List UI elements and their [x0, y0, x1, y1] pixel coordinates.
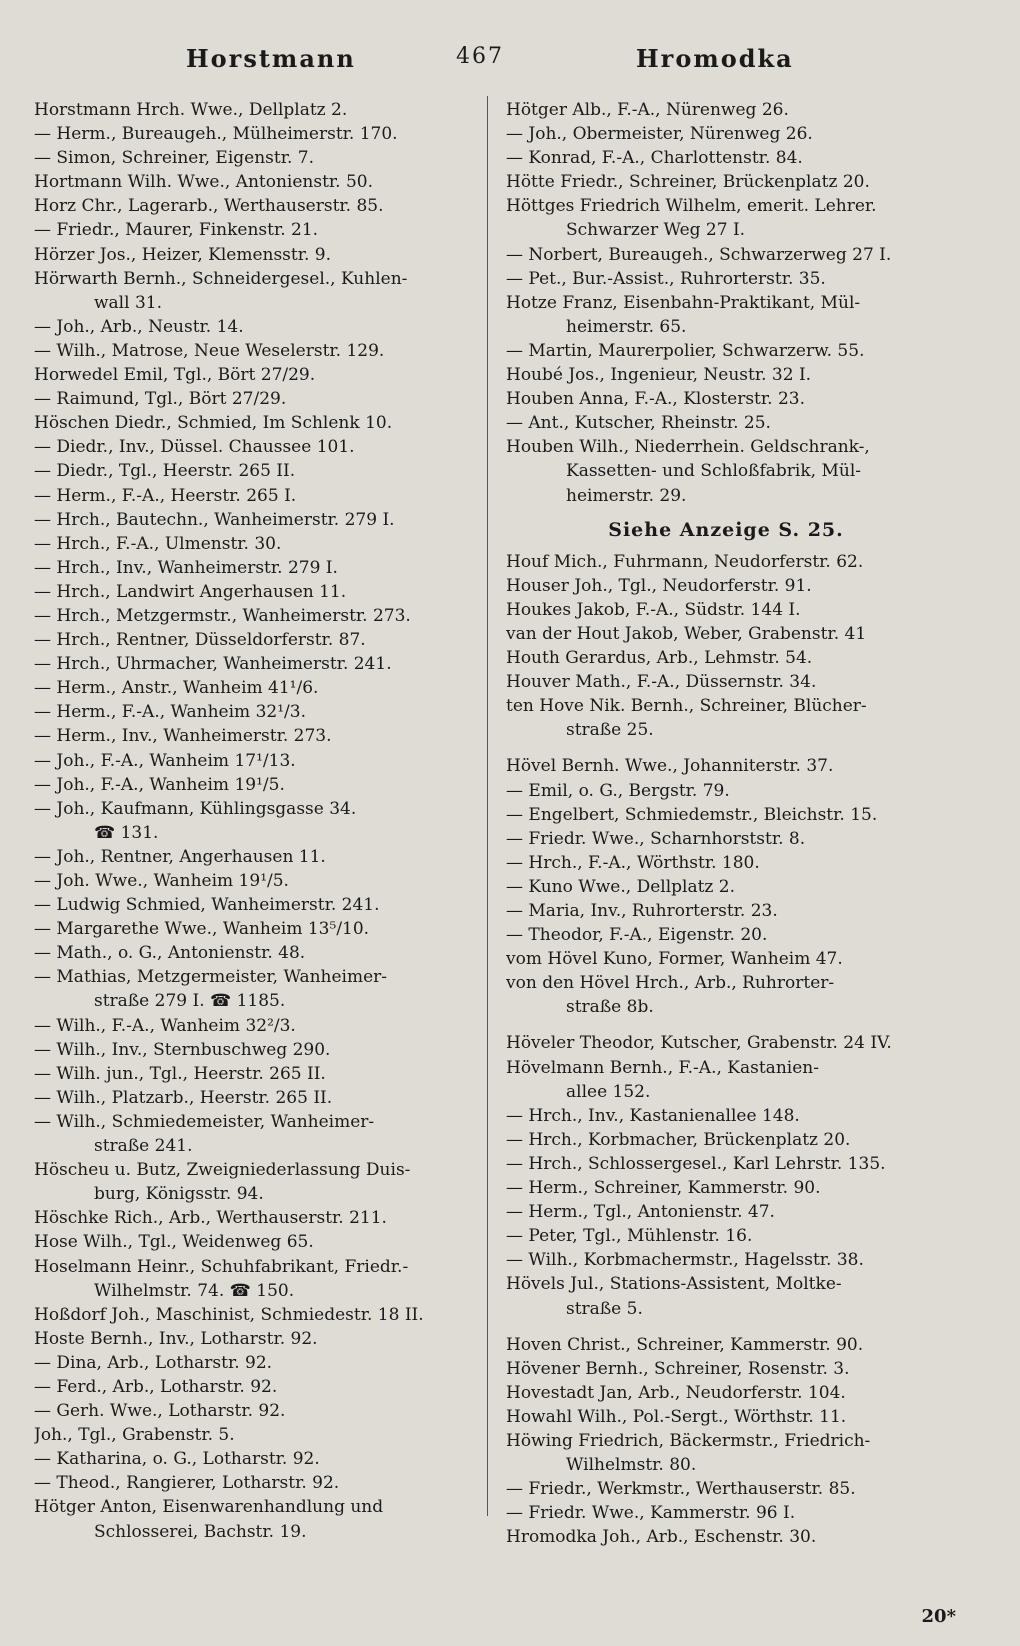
- directory-entry: Houser Joh., Tgl., Neudorferstr. 91.: [506, 575, 812, 596]
- entry-continuation: Schlosserei, Bachstr. 19.: [94, 1521, 307, 1542]
- directory-entry: — Wilh., Korbmachermstr., Hagelsstr. 38.: [506, 1250, 864, 1271]
- page-header: [36, 44, 984, 84]
- directory-entry: Hortmann Wilh. Wwe., Antonienstr. 50.: [34, 172, 374, 193]
- directory-entry: — Hrch., Inv., Wanheimerstr. 279 I.: [34, 557, 338, 578]
- directory-entry: Höttges Friedrich Wilhelm, emerit. Lehrer.: [506, 196, 877, 217]
- directory-entry: — Diedr., Tgl., Heerstr. 265 II.: [34, 461, 296, 482]
- directory-entry: Houkes Jakob, F.-A., Südstr. 144 I.: [506, 599, 801, 620]
- entry-gap: [506, 742, 946, 754]
- directory-entry: — Joh., Rentner, Angerhausen 11.: [34, 846, 326, 867]
- directory-entry: — Norbert, Bureaugeh., Schwarzerweg 27 I.: [506, 244, 892, 265]
- directory-entry: Höschke Rich., Arb., Werthauserstr. 211.: [34, 1208, 387, 1229]
- directory-entry: Hose Wilh., Tgl., Weidenweg 65.: [34, 1232, 314, 1253]
- directory-entry: Houth Gerardus, Arb., Lehmstr. 54.: [506, 648, 813, 669]
- directory-entry: Hötger Anton, Eisenwarenhandlung und: [34, 1497, 384, 1518]
- directory-entry: — Hrch., Metzgermstr., Wanheimerstr. 273.: [34, 605, 411, 626]
- directory-entry: Horz Chr., Lagerarb., Werthauserstr. 85.: [34, 196, 384, 217]
- entry-continuation: straße 279 I. ☎ 1185.: [94, 991, 286, 1012]
- directory-entry: — Friedr. Wwe., Kammerstr. 96 I.: [506, 1503, 796, 1524]
- directory-entry: Howahl Wilh., Pol.-Sergt., Wörthstr. 11.: [506, 1406, 847, 1427]
- directory-entry: — Simon, Schreiner, Eigenstr. 7.: [34, 148, 314, 169]
- directory-entry: — Herm., Anstr., Wanheim 41¹/6.: [34, 678, 319, 699]
- entry-continuation: straße 241.: [94, 1136, 193, 1157]
- entry-continuation: heimerstr. 65.: [566, 316, 687, 337]
- header-right-keyword: Hromodka: [636, 44, 794, 73]
- directory-entry: — Peter, Tgl., Mühlenstr. 16.: [506, 1226, 753, 1247]
- right-column: [506, 98, 946, 1549]
- directory-entry: — Engelbert, Schmiedemstr., Bleichstr. 15.: [506, 804, 878, 825]
- directory-entry: — Wilh., Inv., Sternbuschweg 290.: [34, 1039, 331, 1060]
- directory-entry: — Pet., Bur.-Assist., Ruhrorterstr. 35.: [506, 268, 826, 289]
- directory-entry: Houbé Jos., Ingenieur, Neustr. 32 I.: [506, 365, 812, 386]
- directory-entry: — Martin, Maurerpolier, Schwarzerw. 55.: [506, 340, 865, 361]
- directory-entry: — Diedr., Inv., Düssel. Chaussee 101.: [34, 437, 355, 458]
- directory-entry: Hövel Bernh. Wwe., Johanniterstr. 37.: [506, 756, 834, 777]
- entry-gap: [506, 1321, 946, 1333]
- directory-entry: Höscheu u. Butz, Zweigniederlassung Duis-: [34, 1160, 411, 1181]
- directory-entry: — Hrch., Rentner, Düsseldorferstr. 87.: [34, 630, 366, 651]
- directory-entry: Hövelmann Bernh., F.-A., Kastanien-: [506, 1057, 819, 1078]
- directory-entry: — Katharina, o. G., Lotharstr. 92.: [34, 1449, 320, 1470]
- advertisement-notice: Siehe Anzeige S. 25.: [608, 518, 844, 541]
- directory-entry: — Herm., F.-A., Wanheim 32¹/3.: [34, 702, 306, 723]
- directory-entry: Joh., Tgl., Grabenstr. 5.: [34, 1425, 235, 1446]
- directory-entry: — Dina, Arb., Lotharstr. 92.: [34, 1352, 273, 1373]
- entry-continuation: Kassetten- und Schloßfabrik, Mül-: [566, 461, 862, 482]
- directory-entry: Hörzer Jos., Heizer, Klemensstr. 9.: [34, 244, 332, 265]
- directory-entry: Hoselmann Heinr., Schuhfabrikant, Friedr.-: [34, 1256, 409, 1277]
- directory-entry: — Herm., Bureaugeh., Mülheimerstr. 170.: [34, 124, 398, 145]
- entry-continuation: allee 152.: [566, 1081, 651, 1102]
- entry-gap: [506, 1019, 946, 1031]
- header-left-keyword: Horstmann: [186, 44, 356, 73]
- directory-entry: — Hrch., Inv., Kastanienallee 148.: [506, 1105, 800, 1126]
- directory-entry: Hovestadt Jan, Arb., Neudorferstr. 104.: [506, 1382, 846, 1403]
- directory-entry: — Theodor, F.-A., Eigenstr. 20.: [506, 925, 768, 946]
- entry-continuation: straße 25.: [566, 720, 654, 741]
- directory-entry: — Friedr. Wwe., Scharnhorststr. 8.: [506, 828, 806, 849]
- directory-entry: Houf Mich., Fuhrmann, Neudorferstr. 62.: [506, 551, 864, 572]
- directory-entry: — Herm., Tgl., Antonienstr. 47.: [506, 1202, 775, 1223]
- directory-entry: — Kuno Wwe., Dellplatz 2.: [506, 876, 735, 897]
- directory-entry: — Konrad, F.-A., Charlottenstr. 84.: [506, 148, 803, 169]
- directory-entry: Houver Math., F.-A., Düssernstr. 34.: [506, 672, 817, 693]
- directory-entry: — Joh., Obermeister, Nürenweg 26.: [506, 124, 813, 145]
- signature-mark: 20*: [921, 1606, 956, 1627]
- directory-entry: — Hrch., Bautechn., Wanheimerstr. 279 I.: [34, 509, 395, 530]
- directory-entry: Hoven Christ., Schreiner, Kammerstr. 90.: [506, 1334, 864, 1355]
- directory-entry: Hötte Friedr., Schreiner, Brückenplatz 20.: [506, 172, 870, 193]
- directory-entry: — Wilh., Matrose, Neue Weselerstr. 129.: [34, 340, 385, 361]
- directory-entry: — Raimund, Tgl., Bört 27/29.: [34, 389, 287, 410]
- directory-entry: — Joh., F.-A., Wanheim 19¹/5.: [34, 774, 285, 795]
- directory-entry: — Herm., Schreiner, Kammerstr. 90.: [506, 1178, 821, 1199]
- directory-entry: — Wilh., F.-A., Wanheim 32²/3.: [34, 1015, 296, 1036]
- directory-entry: — Gerh. Wwe., Lotharstr. 92.: [34, 1401, 286, 1422]
- directory-entry: — Ferd., Arb., Lotharstr. 92.: [34, 1376, 278, 1397]
- directory-entry: Horstmann Hrch. Wwe., Dellplatz 2.: [34, 100, 348, 120]
- directory-entry: — Joh., F.-A., Wanheim 17¹/13.: [34, 750, 296, 771]
- directory-entry: vom Hövel Kuno, Former, Wanheim 47.: [506, 949, 843, 970]
- directory-entry: Hoste Bernh., Inv., Lotharstr. 92.: [34, 1328, 318, 1349]
- entry-continuation: Wilhelmstr. 80.: [566, 1455, 697, 1476]
- directory-entry: Höschen Diedr., Schmied, Im Schlenk 10.: [34, 413, 393, 434]
- page-number: 467: [456, 44, 504, 69]
- directory-entry: — Hrch., Schlossergesel., Karl Lehrstr. 135.: [506, 1153, 886, 1174]
- directory-entry: Hörwarth Bernh., Schneidergesel., Kuhlen-: [34, 268, 408, 289]
- directory-entry: — Hrch., Uhrmacher, Wanheimerstr. 241.: [34, 654, 392, 675]
- directory-entry: — Math., o. G., Antonienstr. 48.: [34, 943, 306, 964]
- directory-entry: — Joh., Arb., Neustr. 14.: [34, 316, 244, 337]
- directory-entry: Houben Wilh., Niederrhein. Geldschrank-,: [506, 437, 870, 458]
- entry-continuation: straße 8b.: [566, 997, 654, 1018]
- directory-entry: — Hrch., F.-A., Ulmenstr. 30.: [34, 533, 282, 554]
- directory-entry: — Wilh., Schmiedemeister, Wanheimer-: [34, 1111, 375, 1132]
- entry-continuation: wall 31.: [94, 292, 162, 313]
- directory-entry: — Ludwig Schmied, Wanheimerstr. 241.: [34, 895, 380, 916]
- directory-entry: — Joh., Kaufmann, Kühlingsgasse 34.: [34, 798, 357, 819]
- directory-entry: Höveler Theodor, Kutscher, Grabenstr. 24 IV.: [506, 1033, 892, 1054]
- directory-entry: — Wilh. jun., Tgl., Heerstr. 265 II.: [34, 1063, 326, 1084]
- directory-entry: Hotze Franz, Eisenbahn-Praktikant, Mül-: [506, 292, 861, 313]
- directory-entry: — Hrch., F.-A., Wörthstr. 180.: [506, 852, 760, 873]
- directory-entry: — Joh. Wwe., Wanheim 19¹/5.: [34, 871, 289, 891]
- directory-entry: — Herm., F.-A., Heerstr. 265 I.: [34, 485, 297, 506]
- directory-entry: — Friedr., Werkmstr., Werthauserstr. 85.: [506, 1479, 856, 1500]
- directory-entry: — Hrch., Korbmacher, Brückenplatz 20.: [506, 1129, 851, 1150]
- entry-continuation: straße 5.: [566, 1298, 643, 1319]
- directory-entry: — Mathias, Metzgermeister, Wanheimer-: [34, 967, 388, 988]
- entry-continuation: ☎ 131.: [94, 822, 159, 843]
- directory-entry: Hötger Alb., F.-A., Nürenweg 26.: [506, 100, 789, 120]
- directory-entry: — Margarethe Wwe., Wanheim 13⁵/10.: [34, 919, 370, 940]
- entry-continuation: heimerstr. 29.: [566, 485, 687, 506]
- directory-entry: — Herm., Inv., Wanheimerstr. 273.: [34, 726, 332, 747]
- entry-continuation: Wilhelmstr. 74. ☎ 150.: [94, 1280, 295, 1301]
- directory-entry: — Maria, Inv., Ruhrorterstr. 23.: [506, 901, 778, 921]
- directory-entry: Hövels Jul., Stations-Assistent, Moltke-: [506, 1274, 842, 1295]
- directory-entry: Houben Anna, F.-A., Klosterstr. 23.: [506, 389, 805, 410]
- entry-continuation: Schwarzer Weg 27 I.: [566, 220, 746, 241]
- directory-entry: Horwedel Emil, Tgl., Bört 27/29.: [34, 365, 316, 386]
- directory-entry: van der Hout Jakob, Weber, Grabenstr. 41: [506, 623, 867, 644]
- directory-entry: — Emil, o. G., Bergstr. 79.: [506, 780, 730, 801]
- directory-entry: Höwing Friedrich, Bäckermstr., Friedrich-: [506, 1430, 871, 1451]
- directory-entry: — Wilh., Platzarb., Heerstr. 265 II.: [34, 1087, 333, 1108]
- directory-entry: Hoßdorf Joh., Maschinist, Schmiedestr. 18 II.: [34, 1304, 424, 1325]
- directory-entry: Hövener Bernh., Schreiner, Rosenstr. 3.: [506, 1358, 850, 1379]
- column-divider: [487, 96, 488, 1516]
- directory-entry: — Friedr., Maurer, Finkenstr. 21.: [34, 220, 319, 241]
- entry-continuation: burg, Königsstr. 94.: [94, 1184, 264, 1205]
- left-column: [34, 98, 474, 1544]
- directory-entry: — Hrch., Landwirt Angerhausen 11.: [34, 581, 347, 602]
- directory-entry: — Theod., Rangierer, Lotharstr. 92.: [34, 1473, 340, 1494]
- directory-entry: ten Hove Nik. Bernh., Schreiner, Blücher-: [506, 696, 867, 717]
- directory-entry: Hromodka Joh., Arb., Eschenstr. 30.: [506, 1527, 817, 1548]
- directory-entry: — Ant., Kutscher, Rheinstr. 25.: [506, 413, 771, 434]
- directory-entry: von den Hövel Hrch., Arb., Ruhrorter-: [506, 973, 835, 994]
